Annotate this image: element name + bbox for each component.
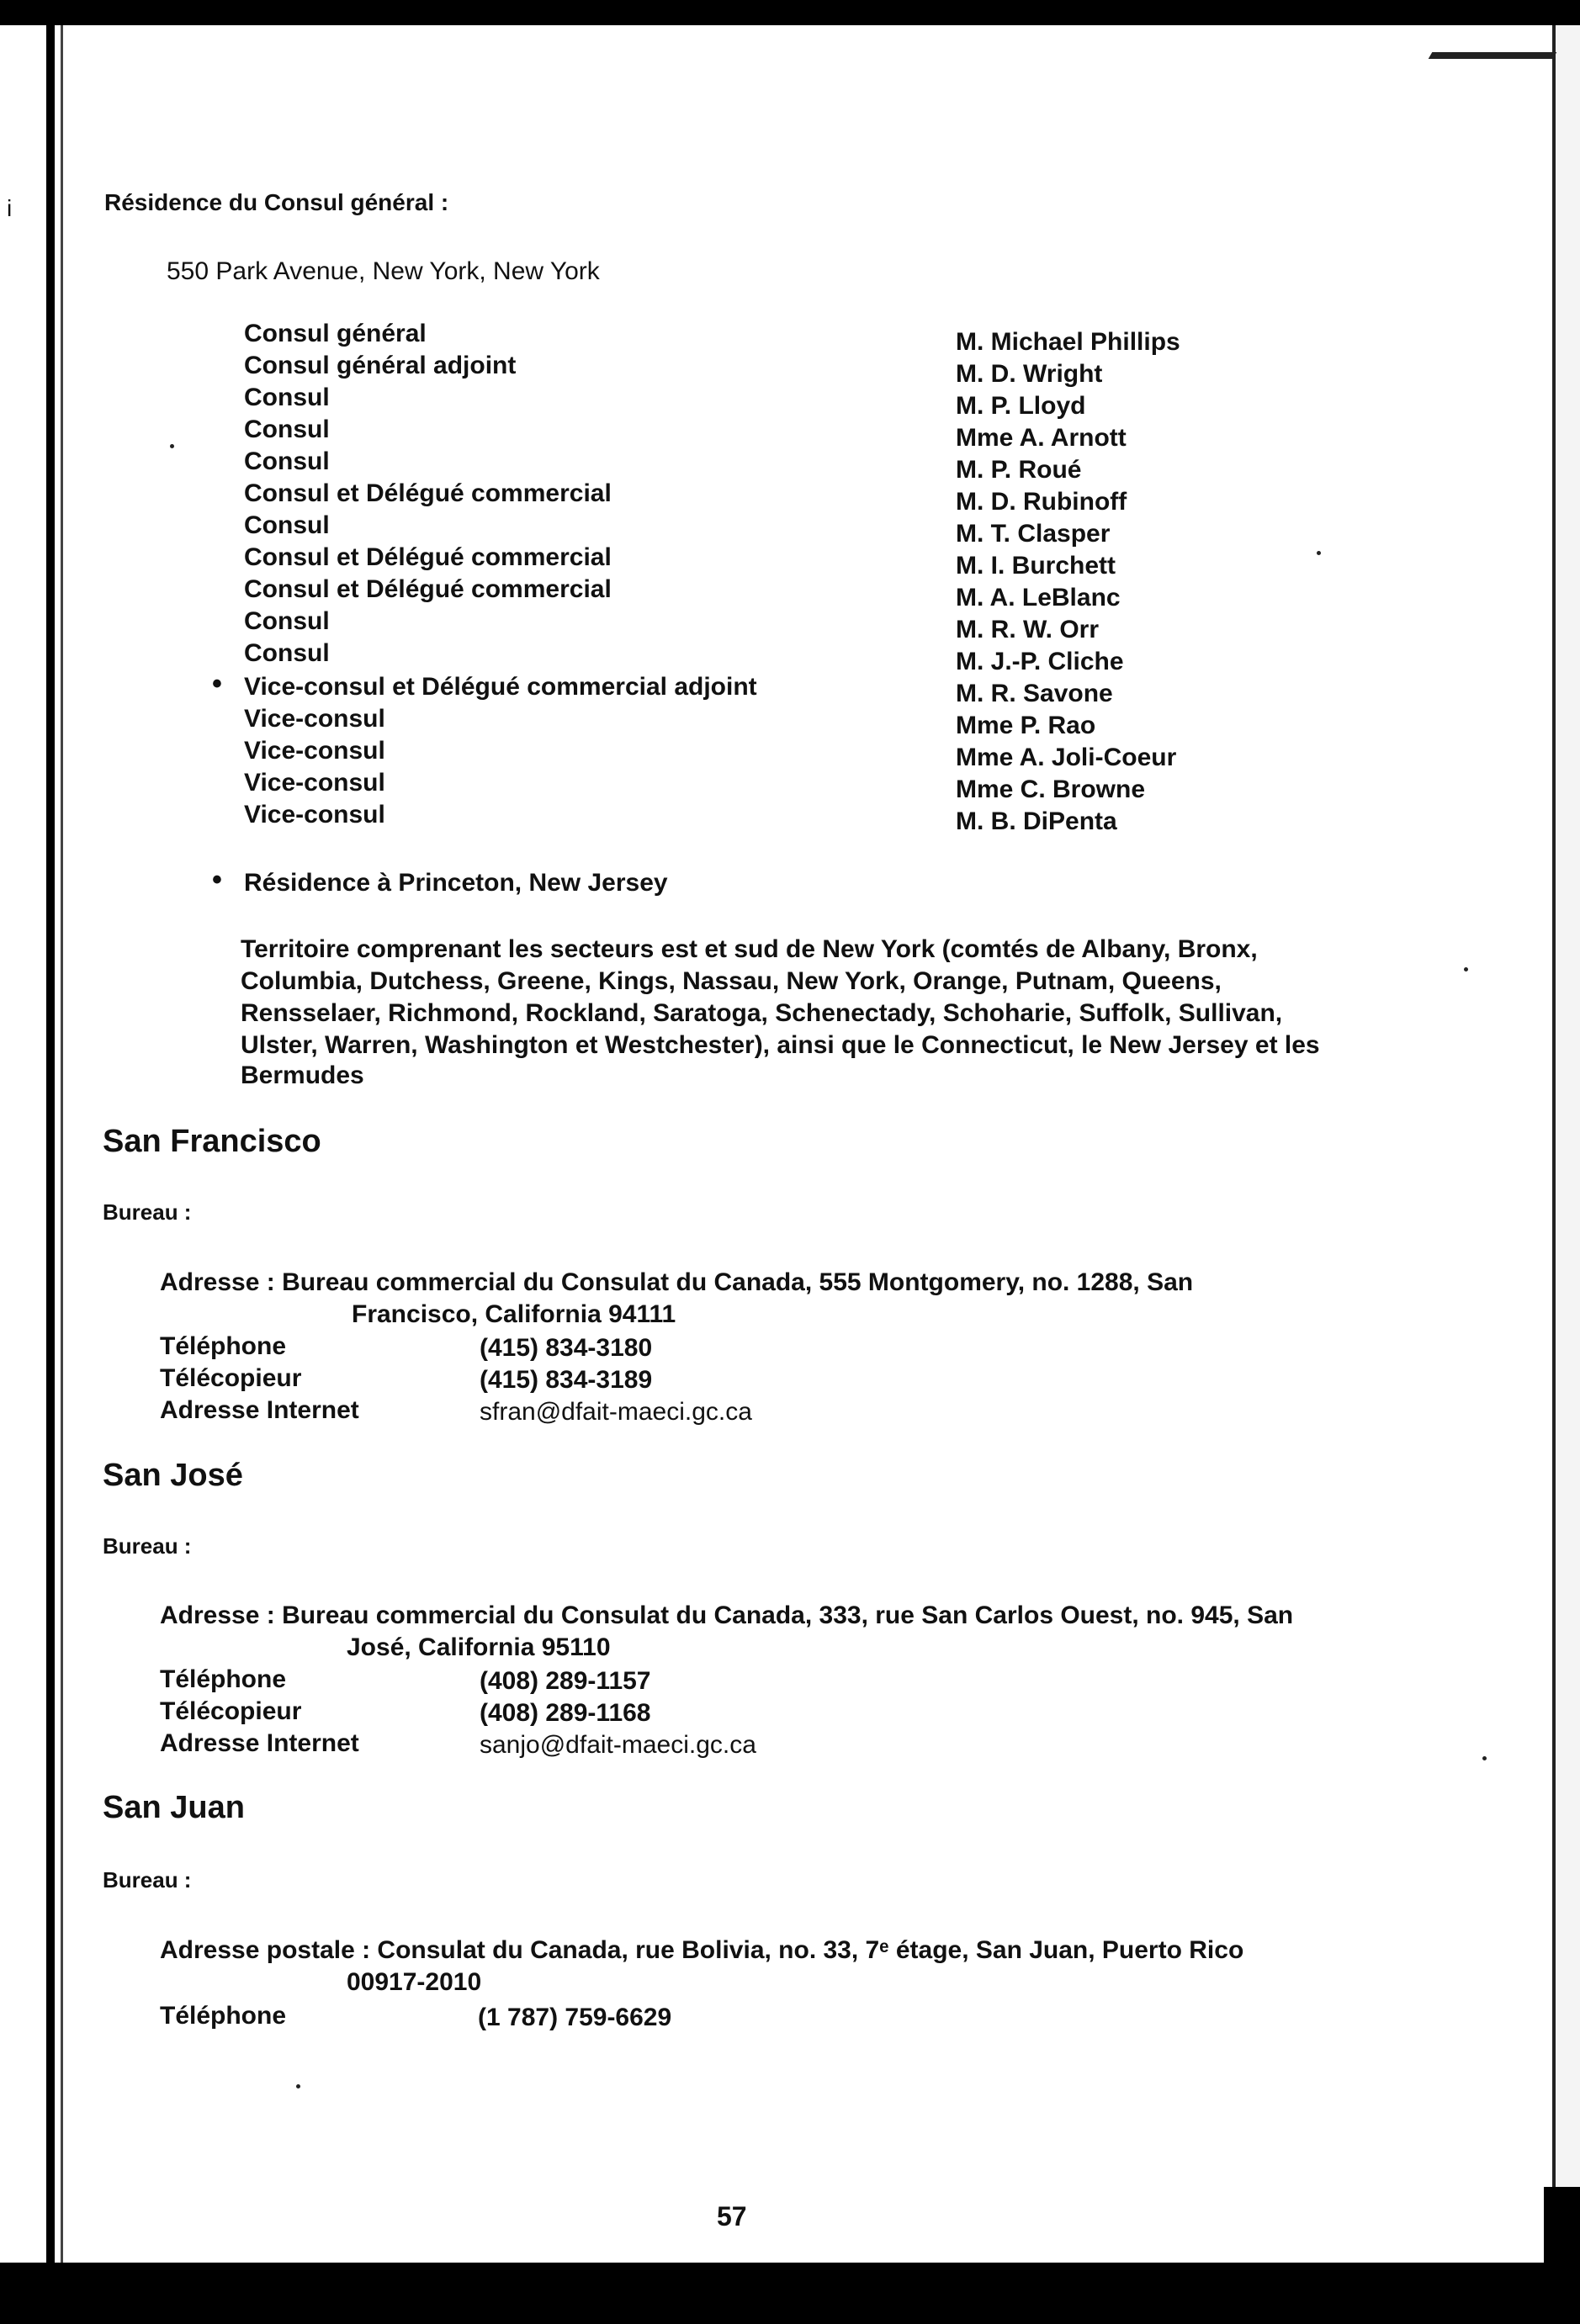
staff-name: M. J.-P. Cliche [956, 648, 1124, 675]
section-title-san-juan: San Juan [103, 1790, 245, 1825]
section-title-san-francisco: San Francisco [103, 1124, 321, 1159]
address-line: Francisco, California 94111 [352, 1300, 676, 1328]
bureau-label: Bureau : [103, 1199, 192, 1225]
fax-value: (408) 289-1168 [480, 1699, 651, 1727]
phone-value: (1 787) 759-6629 [478, 2004, 672, 2031]
staff-title: Vice-consul [244, 737, 385, 765]
staff-title: Vice-consul [244, 769, 385, 797]
fax-label: Télécopieur [160, 1697, 302, 1725]
phone-label: Téléphone [160, 1332, 287, 1360]
bullet-marker: • [212, 668, 222, 700]
fax-value: (415) 834-3189 [480, 1366, 653, 1394]
staff-title: Consul et Délégué commercial [244, 575, 612, 603]
staff-name: M. R. Savone [956, 680, 1113, 707]
staff-title: Consul général [244, 320, 427, 347]
scan-border-bottom [0, 2263, 1580, 2324]
scan-speck [1317, 551, 1321, 555]
territory-line: Territoire comprenant les secteurs est et sud de New York (comtés de Albany, Bronx, [241, 935, 1258, 963]
staff-title: Consul [244, 639, 330, 667]
staff-title: Consul [244, 384, 330, 411]
address-line: Adresse postale : Consulat du Canada, rue Bolivia, no. 33, 7ᵉ étage, San Juan, Puerto Rico [160, 1936, 1244, 1964]
staff-title: Vice-consul [244, 705, 385, 733]
email-value[interactable]: sanjo@dfait-maeci.gc.ca [480, 1731, 756, 1759]
phone-label: Téléphone [160, 2002, 287, 2030]
address-line: Adresse : Bureau commercial du Consulat du Canada, 333, rue San Carlos Ouest, no. 945, San [160, 1601, 1294, 1629]
scan-border-right [1552, 25, 1580, 2263]
scan-speck [1464, 967, 1468, 971]
bureau-label: Bureau : [103, 1533, 192, 1559]
staff-name: Mme C. Browne [956, 776, 1146, 803]
staff-name: M. A. LeBlanc [956, 584, 1121, 611]
fax-label: Télécopieur [160, 1364, 302, 1392]
page-curl [1429, 52, 1557, 59]
email-label: Adresse Internet [160, 1729, 359, 1757]
staff-title: Consul [244, 607, 330, 635]
staff-name: Mme A. Arnott [956, 424, 1127, 452]
staff-name: Mme A. Joli-Coeur [956, 744, 1177, 771]
phone-value: (408) 289-1157 [480, 1667, 651, 1695]
territory-line: Ulster, Warren, Washington et Westchester), ainsi que le Connecticut, le New Jersey et les [241, 1031, 1320, 1059]
address-line: 00917-2010 [347, 1968, 482, 1996]
margin-mark: i [7, 195, 13, 221]
territory-line: Bermudes [241, 1061, 364, 1089]
scan-border-left [46, 25, 55, 2263]
staff-name: M. P. Lloyd [956, 392, 1086, 420]
bureau-label: Bureau : [103, 1867, 192, 1893]
staff-name: M. T. Clasper [956, 520, 1111, 548]
staff-name: M. R. W. Orr [956, 616, 1100, 643]
staff-title: Consul [244, 447, 330, 475]
staff-title: Vice-consul [244, 801, 385, 828]
scan-speck [1482, 1756, 1487, 1760]
staff-title: Consul et Délégué commercial [244, 543, 612, 571]
residence-address: 550 Park Avenue, New York, New York [167, 257, 600, 285]
staff-title: Consul et Délégué commercial [244, 479, 612, 507]
section-title-san-jose: San José [103, 1458, 243, 1493]
staff-name: M. D. Rubinoff [956, 488, 1127, 516]
staff-name: Mme P. Rao [956, 712, 1096, 739]
bullet-marker: • [212, 864, 222, 896]
residence-heading: Résidence du Consul général : [104, 189, 449, 215]
email-label: Adresse Internet [160, 1396, 359, 1424]
email-value[interactable]: sfran@dfait-maeci.gc.ca [480, 1398, 752, 1426]
staff-name: M. B. DiPenta [956, 807, 1117, 835]
staff-name: M. I. Burchett [956, 552, 1116, 580]
staff-name: M. P. Roué [956, 456, 1082, 484]
address-line: José, California 95110 [347, 1633, 611, 1661]
territory-line: Columbia, Dutchess, Greene, Kings, Nassau, New York, Orange, Putnam, Queens, [241, 967, 1222, 995]
page-number: 57 [717, 2201, 747, 2231]
staff-name: M. Michael Phillips [956, 328, 1180, 356]
staff-name: M. D. Wright [956, 360, 1103, 388]
scan-border-top [0, 0, 1580, 25]
phone-value: (415) 834-3180 [480, 1334, 653, 1362]
address-line: Adresse : Bureau commercial du Consulat du Canada, 555 Montgomery, no. 1288, San [160, 1268, 1194, 1296]
scan-fold-bottom-right [1544, 2187, 1580, 2263]
scan-speck [296, 2084, 300, 2088]
staff-title: Vice-consul et Délégué commercial adjoint [244, 673, 757, 701]
staff-title: Consul [244, 511, 330, 539]
territory-line: Rensselaer, Richmond, Rockland, Saratoga, Schenectady, Schoharie, Suffolk, Sullivan, [241, 999, 1283, 1027]
phone-label: Téléphone [160, 1665, 287, 1693]
staff-title: Consul [244, 416, 330, 443]
scan-border-left-inner [61, 25, 63, 2263]
staff-title: Consul général adjoint [244, 352, 517, 379]
scan-speck [170, 444, 174, 448]
footnote-residence: Résidence à Princeton, New Jersey [244, 869, 668, 897]
